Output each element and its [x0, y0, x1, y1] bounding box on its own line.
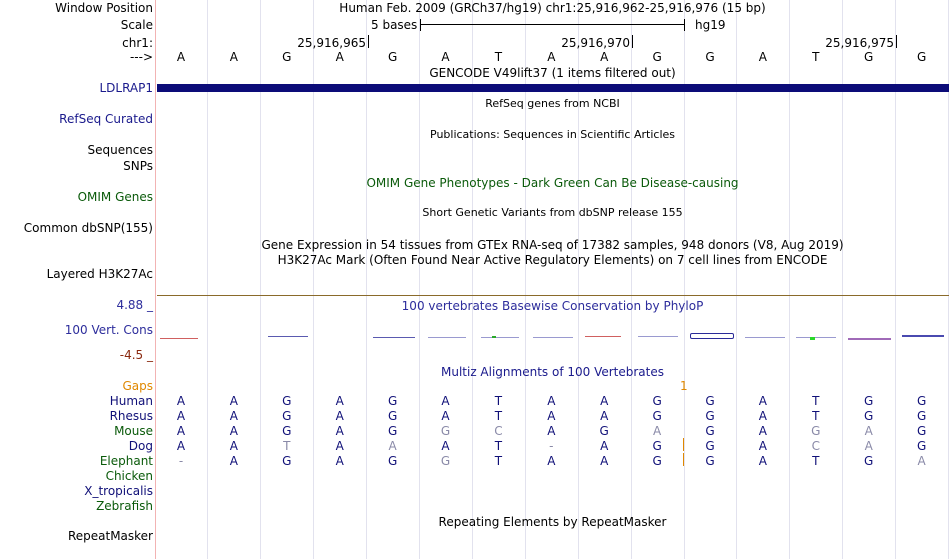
repeatmasker-track-title: Repeating Elements by RepeatMasker	[438, 515, 667, 529]
alignment-base: G	[705, 439, 715, 453]
alignment-base: G	[282, 394, 292, 408]
alignment-base: G	[387, 454, 398, 468]
reference-base: G	[705, 50, 715, 64]
scale-text: 5 bases	[371, 18, 418, 32]
species-label[interactable]: X_tropicalis	[84, 484, 153, 498]
refseq-track-title: RefSeq genes from NCBI	[485, 97, 620, 110]
scale-assembly: hg19	[695, 18, 726, 32]
alignment-base: A	[758, 409, 767, 423]
reference-base: A	[547, 50, 556, 64]
gap-marker: 1	[680, 379, 688, 393]
chrom-label: chr1:	[122, 36, 153, 50]
alignment-base: T	[283, 439, 291, 453]
species-label[interactable]: Rhesus	[109, 409, 153, 423]
window-position-value: Human Feb. 2009 (GRCh37/hg19) chr1:25,916,962-25,916,976 (15 bp)	[339, 1, 766, 15]
alignment-base: G	[705, 394, 715, 408]
alignment-base: G	[652, 439, 662, 453]
gtex-track-title: Gene Expression in 54 tissues from GTEx RNA-seq of 17382 samples, 948 donors (V8, Aug 2019)	[261, 238, 844, 252]
alignment-base: A	[176, 439, 186, 453]
species-label[interactable]: Zebrafish	[96, 499, 153, 513]
alignment-base: G	[916, 409, 927, 423]
alignment-base: G	[440, 454, 451, 468]
conservation-min-label: -4.5 _	[119, 348, 153, 362]
alignment-base: T	[812, 409, 820, 423]
scale-label: Scale	[120, 18, 153, 32]
snps-label[interactable]: SNPs	[123, 159, 153, 173]
alignment-base: T	[494, 394, 503, 408]
gap-insertion-elephant	[683, 453, 684, 466]
reference-base: A	[758, 50, 767, 64]
alignment-base: A	[335, 439, 344, 453]
sequences-label[interactable]: Sequences	[87, 143, 153, 157]
alignment-base: G	[282, 454, 292, 468]
alignment-base: A	[758, 394, 767, 408]
alignment-base: A	[547, 409, 556, 423]
h3k27ac-track-title: H3K27Ac Mark (Often Found Near Active Regulatory Elements) on 7 cell lines from ENCODE	[277, 253, 828, 267]
conservation-track-label[interactable]: 100 Vert. Cons	[64, 323, 153, 337]
gaps-label[interactable]: Gaps	[122, 379, 153, 393]
alignment-base: A	[547, 454, 556, 468]
alignment-base: A	[917, 454, 926, 468]
alignment-base: G	[387, 424, 398, 438]
reference-base: T	[812, 50, 820, 64]
alignment-base: A	[176, 394, 186, 408]
alignment-base: T	[812, 394, 820, 408]
alignment-base: G	[282, 424, 292, 438]
alignment-base: A	[652, 424, 662, 438]
coordinate-label: 25,916,970	[561, 36, 630, 50]
alignment-base: A	[441, 409, 450, 423]
alignment-base: G	[864, 394, 874, 408]
alignment-base: G	[705, 409, 715, 423]
alignment-base: A	[335, 454, 344, 468]
alignment-base: G	[387, 394, 398, 408]
omim-track-title: OMIM Gene Phenotypes - Dark Green Can Be Disease-causing	[366, 176, 739, 190]
alignment-base: G	[652, 454, 662, 468]
dbsnp-track-title: Short Genetic Variants from dbSNP release 155	[422, 206, 683, 219]
alignment-base: C	[811, 439, 820, 453]
species-label[interactable]: Chicken	[105, 469, 153, 483]
alignment-base: G	[440, 424, 451, 438]
reference-base: G	[864, 50, 874, 64]
reference-base: G	[652, 50, 662, 64]
alignment-base: G	[705, 424, 715, 438]
alignment-base: A	[388, 439, 397, 453]
h3k27ac-label[interactable]: Layered H3K27Ac	[46, 267, 153, 281]
alignment-base: A	[229, 394, 238, 408]
alignment-base: T	[494, 409, 503, 423]
repeatmasker-label[interactable]: RepeatMasker	[67, 529, 153, 543]
alignment-base: G	[916, 394, 927, 408]
dbsnp-label[interactable]: Common dbSNP(155)	[23, 221, 153, 235]
alignment-base: A	[229, 424, 238, 438]
species-label[interactable]: Dog	[128, 439, 153, 453]
coordinate-label: 25,916,975	[825, 36, 894, 50]
publications-track-title: Publications: Sequences in Scientific Articles	[430, 128, 675, 141]
alignment-base: A	[176, 409, 186, 423]
coordinate-tick	[632, 35, 633, 48]
conservation-track-title: 100 vertebrates Basewise Conservation by PhyloP	[401, 299, 704, 313]
alignment-base: -	[549, 439, 554, 453]
alignment-base: A	[335, 409, 344, 423]
reference-base: T	[494, 50, 503, 64]
alignment-base: G	[916, 424, 927, 438]
reference-base: A	[176, 50, 186, 64]
alignment-base: G	[652, 409, 662, 423]
coordinate-label: 25,916,965	[297, 36, 366, 50]
h3k27ac-baseline	[157, 295, 949, 296]
alignment-base: C	[494, 424, 503, 438]
alignment-base: A	[229, 409, 238, 423]
gap-insertion-dog	[683, 438, 684, 451]
omim-genes-label[interactable]: OMIM Genes	[77, 190, 153, 204]
species-label[interactable]: Human	[109, 394, 153, 408]
coordinate-tick	[368, 35, 369, 48]
alignment-base: A	[600, 409, 609, 423]
alignment-base: A	[441, 394, 450, 408]
alignment-base: T	[494, 439, 503, 453]
alignment-base: A	[600, 454, 609, 468]
alignment-base: T	[494, 454, 503, 468]
alignment-base: A	[758, 439, 767, 453]
alignment-base: A	[547, 394, 556, 408]
coordinate-tick	[896, 35, 897, 48]
alignment-base: T	[812, 454, 820, 468]
reference-base: G	[282, 50, 292, 64]
reference-base: A	[600, 50, 609, 64]
species-label[interactable]: Elephant	[99, 454, 153, 468]
alignment-base: A	[229, 454, 238, 468]
window-position-label: Window Position	[55, 1, 153, 15]
gene-label-ldlrap1[interactable]: LDLRAP1	[99, 81, 153, 95]
alignment-base: A	[335, 394, 344, 408]
alignment-base: G	[652, 394, 662, 408]
alignment-base: A	[758, 454, 767, 468]
alignment-base: -	[178, 454, 184, 468]
reference-base: G	[387, 50, 398, 64]
alignment-base: A	[229, 439, 238, 453]
alignment-base: A	[547, 424, 556, 438]
label-divider	[155, 0, 156, 559]
reference-base: G	[916, 50, 927, 64]
alignment-base: G	[705, 454, 715, 468]
reference-base: A	[441, 50, 450, 64]
alignment-base: A	[600, 394, 609, 408]
alignment-base: A	[864, 424, 873, 438]
strand-label: --->	[129, 50, 153, 64]
species-label[interactable]: Mouse	[114, 424, 153, 438]
alignment-base: A	[600, 439, 609, 453]
reference-base: A	[229, 50, 238, 64]
alignment-base: G	[811, 424, 821, 438]
alignment-base: G	[864, 454, 874, 468]
alignment-base: G	[282, 409, 292, 423]
alignment-base: G	[599, 424, 609, 438]
reference-base: A	[335, 50, 344, 64]
alignment-base: A	[864, 439, 873, 453]
refseq-curated-label[interactable]: RefSeq Curated	[59, 112, 153, 126]
multiz-track-title: Multiz Alignments of 100 Vertebrates	[440, 365, 665, 379]
gencode-track-title: GENCODE V49lift37 (1 items filtered out)	[429, 66, 676, 80]
alignment-base: A	[758, 424, 767, 438]
alignment-base: A	[441, 439, 450, 453]
alignment-base: G	[864, 409, 874, 423]
alignment-base: G	[916, 439, 927, 453]
alignment-base: A	[176, 424, 186, 438]
gene-bar-ldlrap1[interactable]	[157, 84, 949, 92]
alignment-base: A	[335, 424, 344, 438]
conservation-max-label: 4.88 _	[116, 298, 153, 312]
alignment-base: G	[387, 409, 398, 423]
